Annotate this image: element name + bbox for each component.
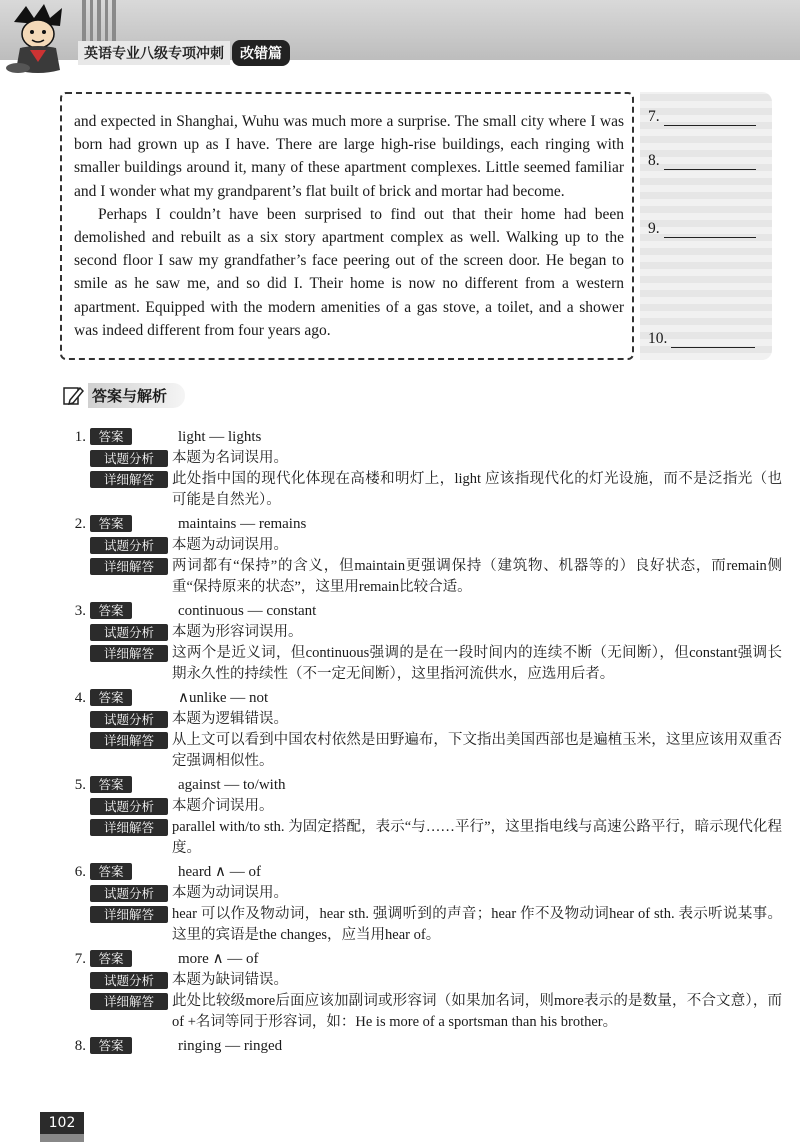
analysis-text: 本题介词误用。 bbox=[172, 798, 274, 814]
detail-badge: 详细解答 bbox=[90, 819, 168, 836]
answer-text: maintains — remains bbox=[178, 516, 307, 532]
analysis-text: 本题为名词误用。 bbox=[172, 450, 288, 466]
blank-number: 7. bbox=[648, 108, 660, 125]
blank-9 bbox=[648, 220, 756, 238]
answer-badge: 答案 bbox=[90, 1037, 132, 1054]
blank-number: 10. bbox=[648, 330, 668, 347]
answer-badge: 答案 bbox=[90, 776, 132, 793]
answer-text: continuous — constant bbox=[178, 603, 317, 619]
answer-item bbox=[62, 513, 782, 598]
section-tag: 改错篇 bbox=[232, 40, 290, 66]
blank-10 bbox=[648, 330, 755, 348]
answer-number: 6. bbox=[74, 864, 86, 880]
detail-badge: 详细解答 bbox=[90, 471, 168, 488]
detail-text: 此处指中国的现代化体现在高楼和明灯上，light 应该指现代化的灯光设施，而不是泛指光（也可能是自然光）。 bbox=[172, 471, 782, 508]
header-title bbox=[78, 40, 290, 66]
answer-text: heard ∧ — of bbox=[178, 864, 262, 880]
header-stripes bbox=[82, 0, 116, 44]
mascot-icon bbox=[4, 4, 74, 76]
answer-badge: 答案 bbox=[90, 863, 132, 880]
answer-item bbox=[62, 861, 782, 946]
answer-badge: 答案 bbox=[90, 689, 132, 706]
detail-badge: 详细解答 bbox=[90, 645, 168, 662]
analysis-badge: 试题分析 bbox=[90, 537, 168, 554]
analysis-text: 本题为缺词错误。 bbox=[172, 972, 288, 988]
analysis-badge: 试题分析 bbox=[90, 885, 168, 902]
blank-line bbox=[664, 153, 756, 170]
analysis-text: 本题为动词误用。 bbox=[172, 885, 288, 901]
answer-number: 2. bbox=[74, 516, 86, 532]
analysis-badge: 试题分析 bbox=[90, 711, 168, 728]
blank-number: 8. bbox=[648, 152, 660, 169]
answer-item bbox=[62, 426, 782, 511]
analysis-badge: 试题分析 bbox=[90, 450, 168, 467]
answer-item bbox=[62, 774, 782, 859]
blank-line bbox=[671, 331, 755, 348]
analysis-badge: 试题分析 bbox=[90, 972, 168, 989]
detail-text: 这两个是近义词，但continuous强调的是在一段时间内的连续不断（无间断），但constant强调长期永久性的持续性（不一定无间断），这里指河流供水，应选用后者。 bbox=[172, 645, 782, 682]
page-header bbox=[0, 0, 800, 72]
answer-number: 4. bbox=[74, 690, 86, 706]
answer-text: light — lights bbox=[178, 429, 262, 445]
answer-badge: 答案 bbox=[90, 515, 132, 532]
analysis-text: 本题为形容词误用。 bbox=[172, 624, 303, 640]
answer-number: 8. bbox=[74, 1038, 86, 1054]
detail-text: 两词都有“保持”的含义，但maintain更强调保持（建筑物、机器等的）良好状态，而remain侧重“保持原来的状态”，这里用remain比较合适。 bbox=[172, 558, 782, 595]
page-number: 102 bbox=[40, 1112, 84, 1134]
pencil-icon bbox=[62, 384, 84, 406]
answer-text: ∧unlike — not bbox=[178, 690, 269, 706]
blank-number: 9. bbox=[648, 220, 660, 237]
blank-8 bbox=[648, 152, 756, 170]
answer-number: 3. bbox=[74, 603, 86, 619]
analysis-text: 本题为逻辑错误。 bbox=[172, 711, 288, 727]
detail-badge: 详细解答 bbox=[90, 732, 168, 749]
answers-section-title bbox=[62, 382, 185, 408]
answer-text: ringing — ringed bbox=[178, 1038, 283, 1054]
blanks-column bbox=[640, 92, 772, 360]
detail-text: hear 可以作及物动词，hear sth. 强调听到的声音；hear 作不及物动词hear of sth. 表示听说某事。这里的宾语是the changes，应当用hear of。 bbox=[172, 906, 782, 943]
answer-item bbox=[62, 687, 782, 772]
series-title: 英语专业八级专项冲刺 bbox=[78, 41, 230, 65]
passage-paragraph-2: Perhaps I couldn’t have been surprised to find out that their home had been demolished and rebuilt as a six story apartment complex as well. Walking up to the second floor I saw my grandfather’s face peering out of the screen door. He began to smile as he saw me, and so did I. Their home is now no different from a western apartment. Equipped with the modern amenities of a gas stove, a toilet, and a shower was indeed different from four years ago. bbox=[74, 205, 624, 339]
answer-item bbox=[62, 600, 782, 685]
answer-number: 7. bbox=[74, 951, 86, 967]
answer-item bbox=[62, 1035, 782, 1057]
blank-7 bbox=[648, 108, 756, 126]
answer-badge: 答案 bbox=[90, 950, 132, 967]
answer-number: 1. bbox=[74, 429, 86, 445]
passage-paragraph-1: and expected in Shanghai, Wuhu was much more a surprise. The small city where I was born had grown up as I have. There are large high-rise buildings, each ringing with smaller buildings around it, many of these apartment complexes. Little seemed familiar and I wonder what my grandparent’s flat built of brick and mortar had become. bbox=[74, 113, 624, 200]
detail-badge: 详细解答 bbox=[90, 993, 168, 1010]
detail-badge: 详细解答 bbox=[90, 906, 168, 923]
answer-text: against — to/with bbox=[178, 777, 286, 793]
blank-line bbox=[664, 109, 756, 126]
answer-badge: 答案 bbox=[90, 602, 132, 619]
answer-badge: 答案 bbox=[90, 428, 132, 445]
answers-title-text: 答案与解析 bbox=[88, 383, 185, 408]
answer-text: more ∧ — of bbox=[178, 951, 259, 967]
page-number-strip bbox=[40, 1134, 84, 1142]
analysis-badge: 试题分析 bbox=[90, 624, 168, 641]
detail-badge: 详细解答 bbox=[90, 558, 168, 575]
passage-text bbox=[74, 110, 624, 342]
answer-item bbox=[62, 948, 782, 1033]
analysis-badge: 试题分析 bbox=[90, 798, 168, 815]
detail-text: parallel with/to sth. 为固定搭配，表示“与……平行”，这里指电线与高速公路平行，暗示现代化程度。 bbox=[172, 819, 782, 856]
analysis-text: 本题为动词误用。 bbox=[172, 537, 288, 553]
detail-text: 此处比较级more后面应该加副词或形容词（如果加名词，则more表示的是数量，不合文意），而of +名词等同于形容词，如：He is more of a sportsman than his brother。 bbox=[172, 993, 782, 1030]
blank-line bbox=[664, 221, 756, 238]
detail-text: 从上文可以看到中国农村依然是田野遍布，下文指出美国西部也是遍植玉米，这里应该用双重否定强调相似性。 bbox=[172, 732, 782, 769]
answer-number: 5. bbox=[74, 777, 86, 793]
answers-list bbox=[62, 426, 782, 1059]
